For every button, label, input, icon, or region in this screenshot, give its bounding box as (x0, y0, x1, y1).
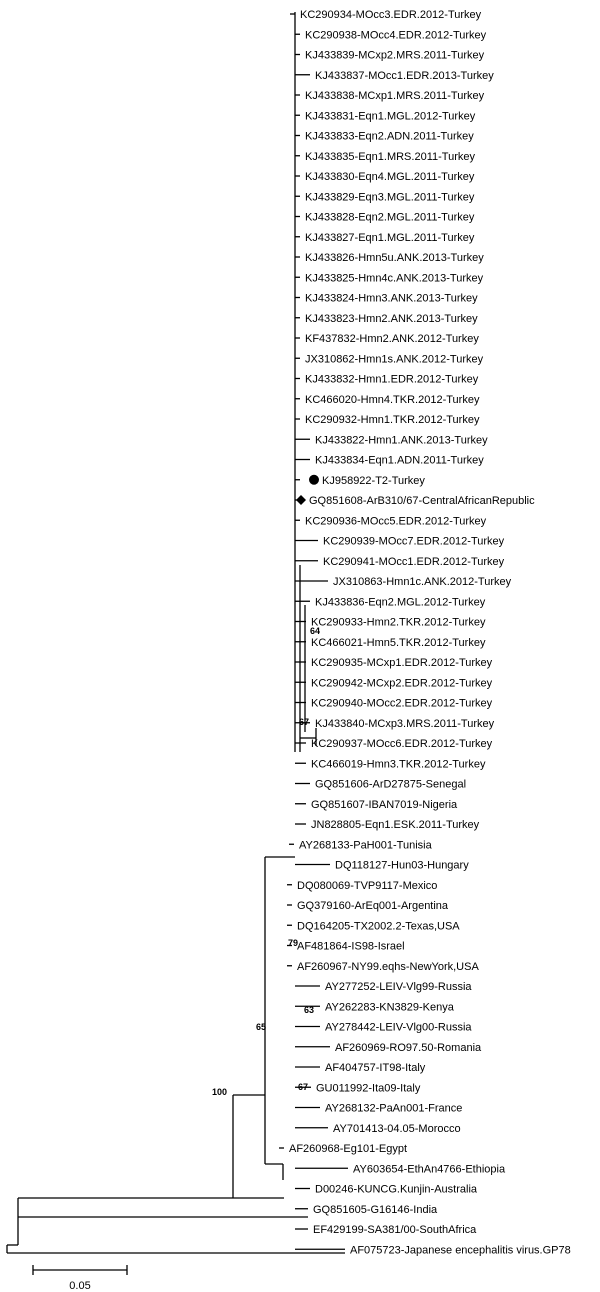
bootstrap-value: 67 (298, 1082, 309, 1092)
leaf-label: KC290937-MOcc6.EDR.2012-Turkey (311, 738, 493, 750)
leaf-label: KC290941-MOcc1.EDR.2012-Turkey (323, 555, 505, 568)
leaf-label: AY262283-KN3829-Kenya (325, 1001, 454, 1014)
leaf-label: AY603654-EthAn4766-Ethiopia (353, 1163, 506, 1176)
bootstrap-value: 79 (288, 938, 299, 948)
leaf-label: AY268133-PaH001-Tunisia (299, 839, 432, 852)
leaf-label: AF260967-NY99.eqhs-NewYork,USA (297, 960, 479, 973)
leaf-label: KC290933-Hmn2.TKR.2012-Turkey (311, 616, 486, 629)
leaf-label: KC290936-MOcc5.EDR.2012-Turkey (305, 515, 487, 528)
leaf-label: AY278442-LEIV-Vlg00-Russia (325, 1021, 472, 1034)
leaf-label: AY701413-04.05-Morocco (333, 1122, 461, 1135)
leaf-label: KC466019-Hmn3.TKR.2012-Turkey (311, 758, 486, 771)
leaf-label: AY268132-PaAn001-France (325, 1102, 463, 1115)
bootstrap-value: 65 (256, 1022, 267, 1032)
leaf-label: KJ433829-Eqn3.MGL.2011-Turkey (305, 191, 475, 204)
leaf-label: KJ433834-Eqn1.ADN.2011-Turkey (315, 454, 484, 467)
leaf-label: GU011992-Ita09-Italy (316, 1082, 421, 1095)
leaf-label: KC290934-MOcc3.EDR.2012-Turkey (300, 9, 482, 21)
leaf-label: JX310863-Hmn1c.ANK.2012-Turkey (333, 576, 512, 588)
leaf-label: GQ851608-ArB310/67-CentralAfricanRepublic (309, 495, 535, 507)
bootstrap-value: 67 (299, 717, 310, 727)
scale-bar-label: 0.05 (69, 1280, 91, 1292)
leaf-label: DQ118127-Hun03-Hungary (335, 859, 469, 872)
leaf-label: KC290932-Hmn1.TKR.2012-Turkey (305, 414, 480, 426)
leaf-label: GQ851606-ArD27875-Senegal (315, 778, 467, 791)
leaf-label: KJ433837-MOcc1.EDR.2013-Turkey (315, 69, 494, 82)
leaf-label: KC290939-MOcc7.EDR.2012-Turkey (323, 535, 505, 548)
leaf-label: KJ433823-Hmn2.ANK.2013-Turkey (305, 312, 478, 325)
leaf-label: KJ433828-Eqn2.MGL.2011-Turkey (305, 211, 475, 224)
tree-branches (7, 12, 348, 1253)
leaf-label: KJ433835-Eqn1.MRS.2011-Turkey (305, 150, 475, 163)
leaf-label: D00246-KUNCG.Kunjin-Australia (315, 1183, 478, 1196)
leaf-label: KJ433825-Hmn4c.ANK.2013-Turkey (305, 272, 484, 285)
leaf-label: KF437832-Hmn2.ANK.2012-Turkey (305, 333, 479, 345)
leaf-label: KJ433833-Eqn2.ADN.2011-Turkey (305, 130, 474, 143)
leaf-label: KC290940-MOcc2.EDR.2012-Turkey (311, 697, 493, 710)
leaf-label: KJ433836-Eqn2.MGL.2012-Turkey (315, 596, 486, 609)
leaf-label: DQ080069-TVP9117-Mexico (297, 879, 438, 892)
leaf-label: KC466020-Hmn4.TKR.2012-Turkey (305, 393, 480, 406)
leaf-label: KJ433831-Eqn1.MGL.2012-Turkey (305, 110, 476, 123)
leaf-label: JX310862-Hmn1s.ANK.2012-Turkey (305, 353, 484, 366)
leaf-label: KJ433839-MCxp2.MRS.2011-Turkey (305, 49, 485, 62)
bootstrap-value: 63 (304, 1005, 315, 1015)
leaf-label: AF260968-Eg101-Egypt (289, 1143, 408, 1155)
leaf-label: AF260969-RO97.50-Romania (335, 1041, 482, 1054)
leaf-label: AF481864-IS98-Israel (297, 940, 405, 953)
leaf-label: GQ851607-IBAN7019-Nigeria (311, 798, 458, 811)
leaf-label: KC290942-MCxp2.EDR.2012-Turkey (311, 677, 493, 690)
leaf-label: KJ958922-T2-Turkey (322, 474, 425, 487)
leaf-label: KJ433832-Hmn1.EDR.2012-Turkey (305, 373, 479, 386)
leaf-label: KJ433827-Eqn1.MGL.2011-Turkey (305, 231, 475, 244)
leaf-label: KC290938-MOcc4.EDR.2012-Turkey (305, 29, 487, 42)
leaf-label: KJ433830-Eqn4.MGL.2011-Turkey (305, 171, 475, 183)
leaf-label: AF404757-IT98-Italy (325, 1062, 426, 1074)
leaf-label: AY277252-LEIV-Vlg99-Russia (325, 981, 472, 993)
leaf-label: GQ379160-ArEq001-Argentina (297, 900, 449, 912)
leaf-label: JN828805-Eqn1.ESK.2011-Turkey (311, 819, 480, 831)
leaf-label: AF075723-Japanese encephalitis virus.GP78 (350, 1244, 571, 1257)
leaf-label: KJ433826-Hmn5u.ANK.2013-Turkey (305, 252, 484, 264)
leaf-label: KC466021-Hmn5.TKR.2012-Turkey (311, 636, 486, 649)
diamond-marker-icon (296, 495, 306, 505)
leaf-label: KC290935-MCxp1.EDR.2012-Turkey (311, 657, 493, 669)
bootstrap-value: 64 (310, 626, 321, 636)
bootstrap-value: 100 (212, 1087, 228, 1097)
leaf-label: DQ164205-TX2002.2-Texas,USA (297, 920, 460, 933)
leaf-label: GQ851605-G16146-India (313, 1203, 438, 1216)
leaf-label: KJ433840-MCxp3.MRS.2011-Turkey (315, 717, 495, 730)
circle-marker-icon (309, 475, 319, 485)
leaf-label: KJ433822-Hmn1.ANK.2013-Turkey (315, 434, 488, 447)
leaf-label: KJ433824-Hmn3.ANK.2013-Turkey (305, 292, 478, 305)
leaf-label: EF429199-SA381/00-SouthAfrica (313, 1224, 477, 1236)
tree-leaf-labels (289, 9, 571, 1256)
scale-bar (33, 1265, 127, 1292)
leaf-label: KJ433838-MCxp1.MRS.2011-Turkey (305, 90, 485, 102)
